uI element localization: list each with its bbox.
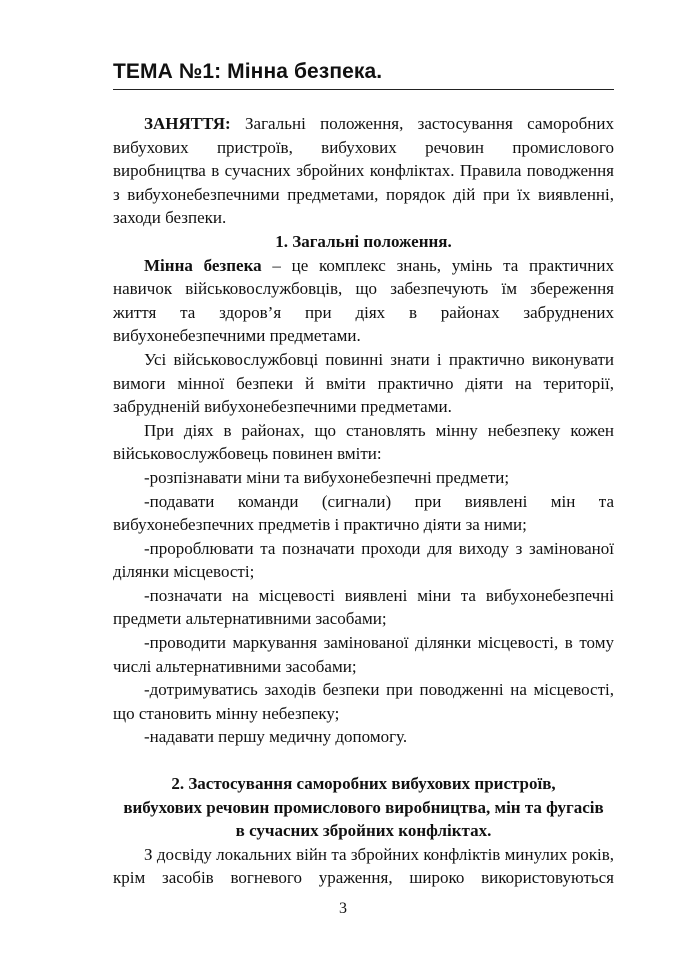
section2-heading-line2: вибухових речовин промислового виробництва, мін та фугасів xyxy=(123,797,604,817)
lesson-paragraph xyxy=(113,112,614,230)
definition-paragraph xyxy=(113,254,614,348)
list-item: -позначати на місцевості виявлені міни та вибухонебезпечні предмети альтернативними засобами; xyxy=(113,585,614,629)
section2-paragraph: З досвіду локальних війн та збройних конфліктів минулих років, крім засобів вогневого ураження, широко використовуються xyxy=(113,844,614,888)
lesson-label: ЗАНЯТТЯ: xyxy=(144,114,231,133)
list-item: -розпізнавати міни та вибухонебезпечні предмети; xyxy=(144,467,510,487)
title-underline xyxy=(113,89,614,90)
list-item: -надавати першу медичну допомогу. xyxy=(144,727,408,747)
document-body xyxy=(113,112,614,890)
lesson-text: Загальні положення, застосування саморобних вибухових пристроїв, вибухових речовин промислового виробництва в сучасних збройних конфліктах. Правила поводження з вибухонебезпечними предметами, порядок дій при їх виявленні, заходи безпеки. xyxy=(113,114,614,228)
section2-heading-line1: 2. Застосування саморобних вибухових пристроїв, xyxy=(171,774,556,794)
definition-term: Мінна безпека xyxy=(144,255,262,275)
requirements-paragraph: Усі військовослужбовці повинні знати і практично виконувати вимоги мінної безпеки й вміти практично діяти на території, забрудненій вибухонебезпечними предметами. xyxy=(113,349,614,417)
definition-text: – це комплекс знань, умінь та практичних навичок військовослужбовців, що забезпечують їм збереження життя та здоров’я при діях в районах забруднених вибухонебезпечними предметами. xyxy=(113,255,615,346)
list-item: -подавати команди (сигнали) при виявлені мін та вибухонебезпечних предметів і практично діяти за ними; xyxy=(113,491,614,535)
list-item: -проводити маркування замінованої ділянки місцевості, в тому числі альтернативними засобами; xyxy=(113,633,614,676)
list-item: -дотримуватись заходів безпеки при поводженні на місцевості, що становить мінну небезпеку; xyxy=(113,680,614,723)
skills-intro-paragraph: При діях в районах, що становлять мінну небезпеку кожен військовослужбовець повинен вміти: xyxy=(113,420,614,464)
list-item: -пророблювати та позначати проходи для виходу з замінованої ділянки місцевості; xyxy=(113,538,614,582)
section2-heading-line3: в сучасних збройних конфліктах. xyxy=(235,821,492,841)
page-number: 3 xyxy=(339,900,347,917)
section1-heading: 1. Загальні положення. xyxy=(275,231,452,251)
topic-title: ТЕМА №1: Мінна безпека. xyxy=(113,60,383,83)
